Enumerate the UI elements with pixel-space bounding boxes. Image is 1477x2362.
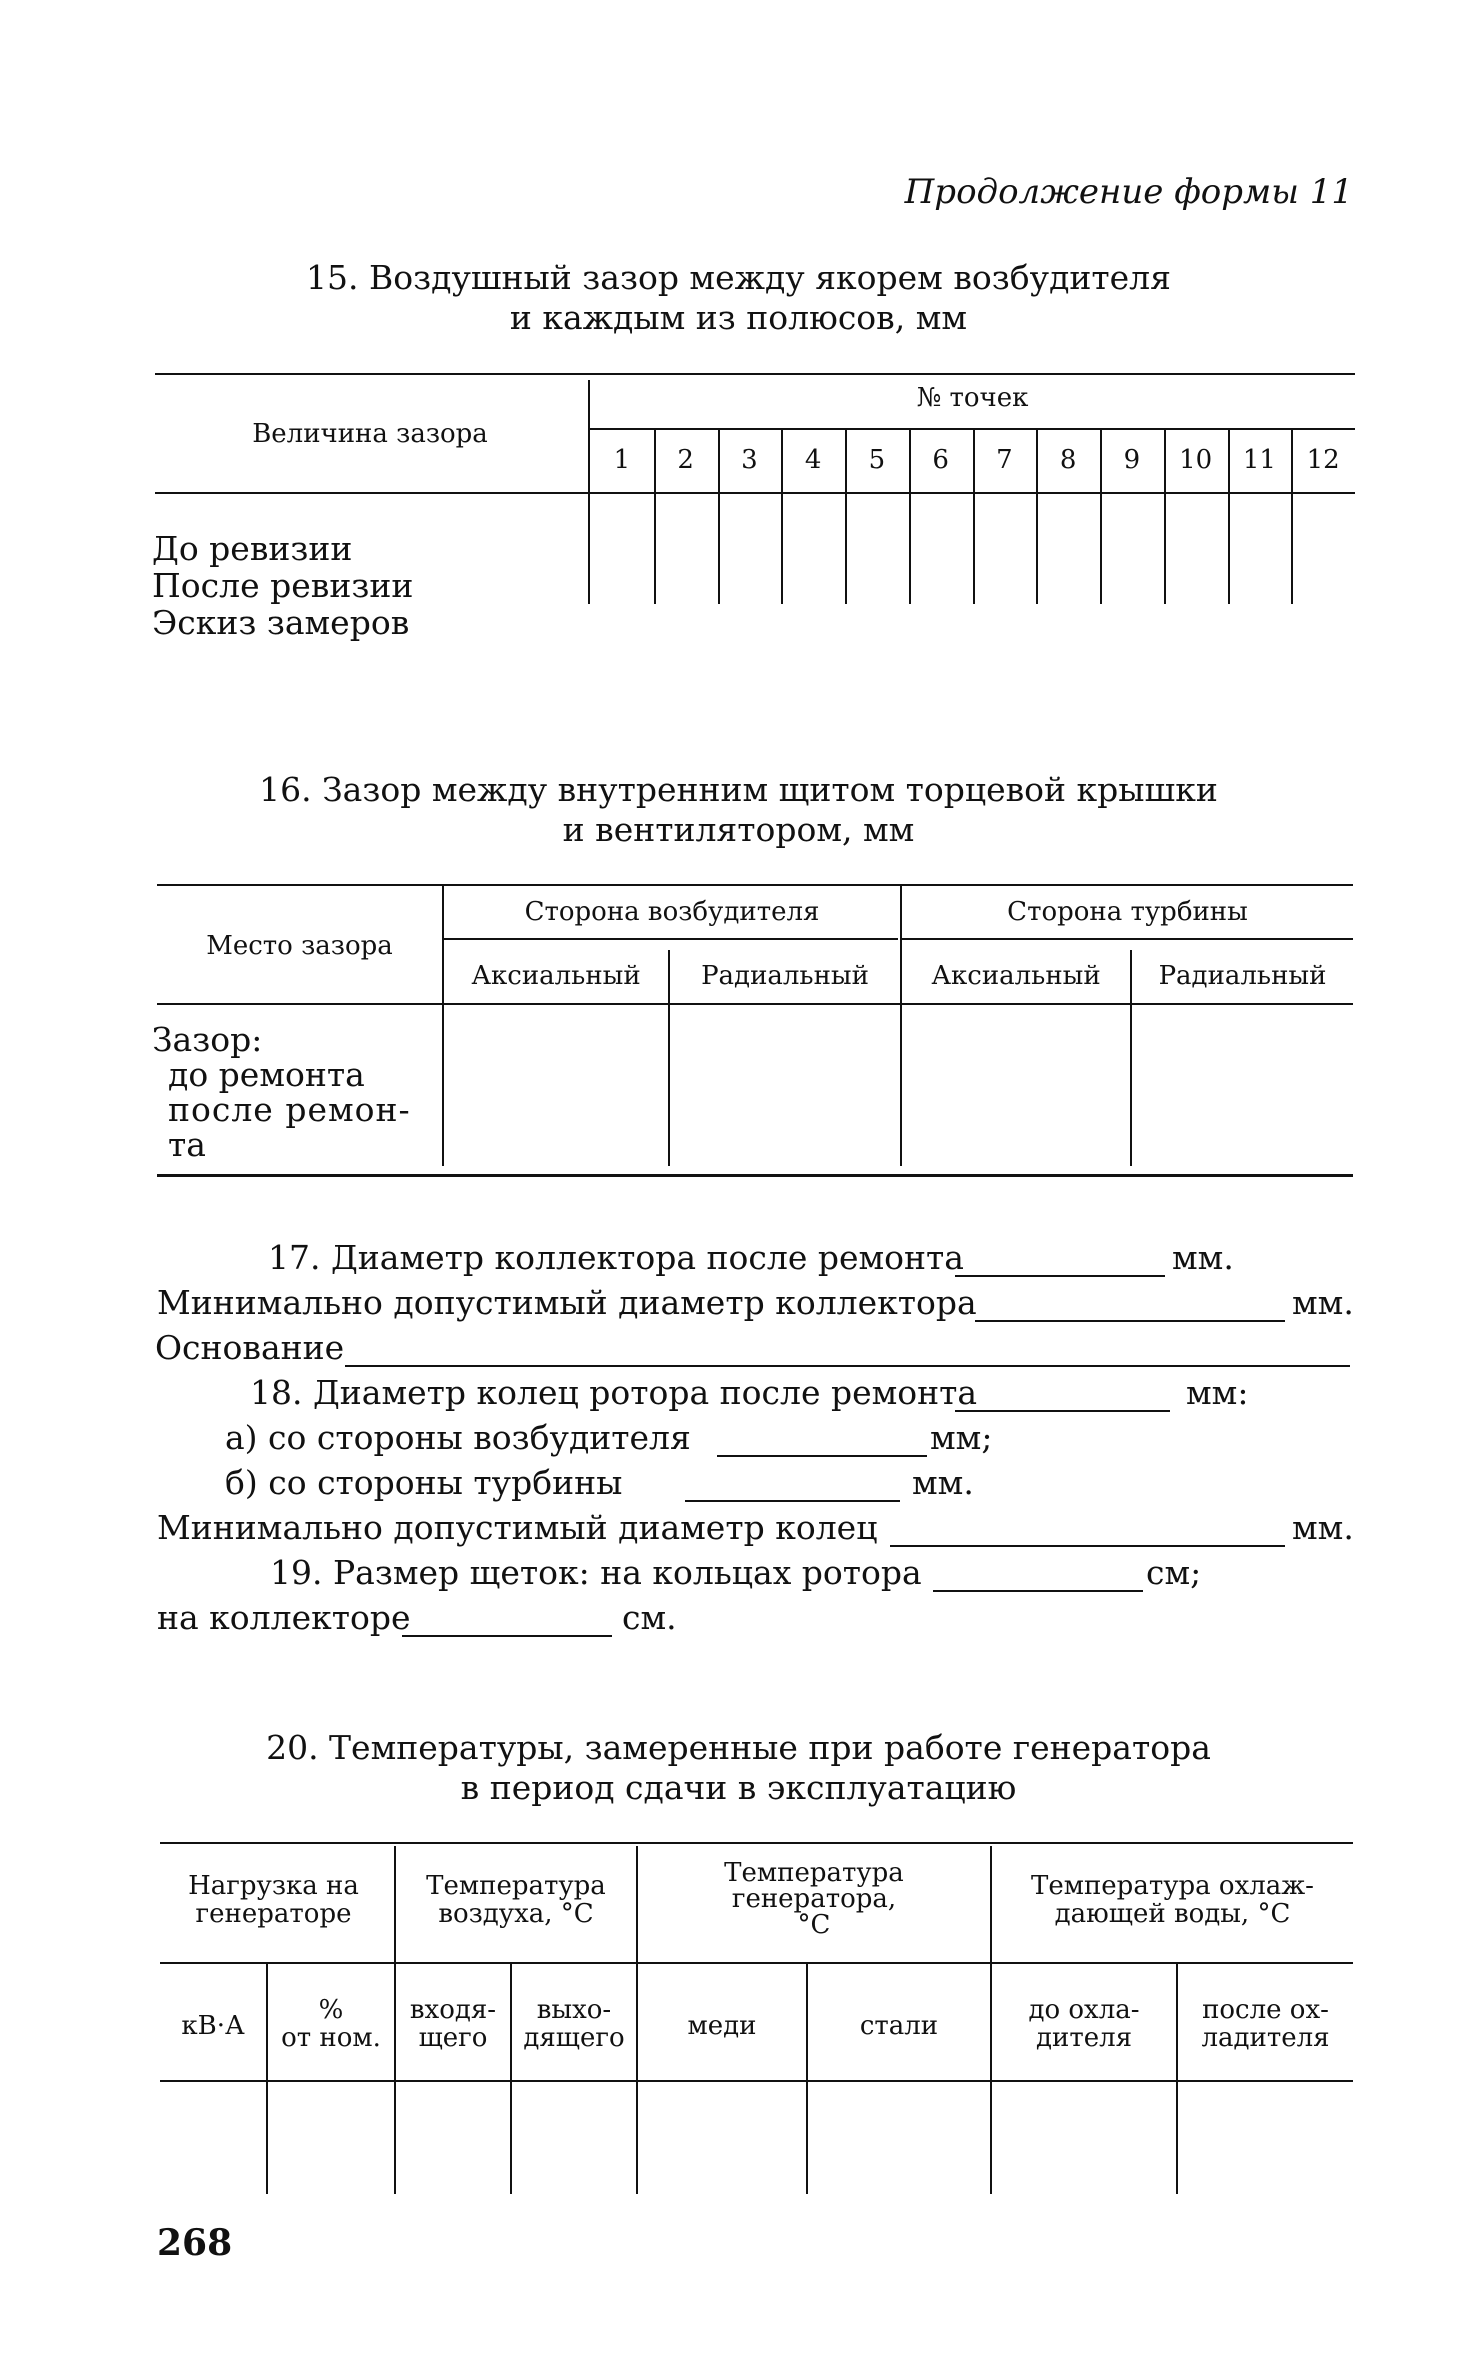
gap-before-repair: до ремонта: [168, 1055, 365, 1094]
exciter-radial: Радиальный: [701, 961, 869, 991]
rings-diameter-label: 18. Диаметр колец ротора после ремонта: [250, 1373, 978, 1412]
air-temp-header-1: Температура: [426, 1871, 606, 1901]
point-number: 11: [1242, 445, 1276, 475]
point-divider: [909, 428, 911, 604]
after-cooler-header-2: ладителя: [1201, 2023, 1330, 2053]
gap-label: Зазор:: [152, 1020, 263, 1059]
brush-rings-field[interactable]: [933, 1590, 1143, 1592]
point-divider: [1228, 428, 1230, 604]
point-divider: [781, 428, 783, 604]
row-before-revision: До ревизии: [152, 529, 353, 568]
exciter-side-field[interactable]: [717, 1455, 927, 1457]
point-number: 12: [1306, 445, 1340, 475]
collector-diameter-field[interactable]: [955, 1275, 1165, 1277]
point-divider: [654, 428, 656, 604]
load-header-2: генераторе: [195, 1899, 352, 1929]
pct-header-1: %: [318, 1995, 344, 2025]
row-after-revision: После ревизии: [152, 566, 414, 605]
water-temp-header-1: Температура охлаж-: [1031, 1871, 1314, 1901]
outgoing-header: [512, 1996, 636, 2052]
point-number: 4: [804, 445, 822, 475]
rings-diameter-field[interactable]: [955, 1410, 1170, 1412]
point-divider: [1036, 428, 1038, 604]
exciter-side-label: а) со стороны возбудителя: [225, 1418, 691, 1457]
collector-min-field[interactable]: [975, 1320, 1285, 1322]
point-number: 9: [1123, 445, 1141, 475]
unit-mm: мм.: [1292, 1508, 1354, 1547]
after-cooler-header: [1178, 1996, 1353, 2052]
section16-row-labels: [152, 1022, 411, 1162]
continuation-header: Продолжение формы 11: [904, 172, 1353, 212]
pct-header: [268, 1996, 394, 2052]
unit-mm-colon: мм:: [1186, 1373, 1249, 1412]
exciter-axial: Аксиальный: [471, 961, 641, 991]
unit-mm: мм.: [1172, 1238, 1234, 1277]
gen-temp-header: [638, 1860, 990, 1938]
section15-points-grid: [590, 428, 1355, 604]
incoming-header-1: входя-: [409, 1995, 497, 2025]
section15-title-line1: 15. Воздушный зазор между якорем возбудителя: [306, 258, 1171, 297]
gen-temp-header-3: °С: [797, 1910, 831, 1940]
basis-field[interactable]: [345, 1365, 1350, 1367]
unit-mm: мм.: [912, 1463, 974, 1502]
before-cooler-header-1: до охла-: [1028, 1995, 1140, 2025]
section15-title: [150, 258, 1327, 338]
point-divider: [1100, 428, 1102, 604]
water-temp-header: [992, 1872, 1353, 1928]
rings-min-field[interactable]: [890, 1545, 1285, 1547]
load-header: [155, 1872, 392, 1928]
air-temp-header: [396, 1872, 636, 1928]
incoming-header: [396, 1996, 510, 2052]
kva-header: кВ·А: [181, 2011, 245, 2041]
section16-col-label: Место зазора: [206, 931, 393, 961]
gen-temp-header-1: Температура: [724, 1858, 904, 1888]
row-sketch: Эскиз замеров: [152, 603, 410, 642]
before-cooler-header-2: дителя: [1035, 2023, 1133, 2053]
section15-rows: [152, 530, 413, 641]
point-divider: [718, 428, 720, 604]
water-temp-header-2: дающей воды, °С: [1054, 1899, 1291, 1929]
section15-col-label: Величина зазора: [252, 419, 488, 449]
after-cooler-header-1: после ох-: [1202, 1995, 1329, 2025]
gap-after-repair-2: та: [168, 1125, 206, 1164]
incoming-header-2: щего: [418, 2023, 488, 2053]
section20-title-line2: в период сдачи в эксплуатацию: [460, 1768, 1017, 1807]
section20-title: [150, 1728, 1327, 1808]
outgoing-header-2: дящего: [523, 2023, 625, 2053]
steel-header: стали: [859, 2011, 939, 2041]
gen-temp-header-2: генератора,: [731, 1884, 897, 1914]
before-cooler-header: [992, 1996, 1176, 2052]
basis-label: Основание: [155, 1328, 345, 1367]
unit-cm-semi: см;: [1146, 1553, 1202, 1592]
page-number: 268: [157, 2222, 233, 2264]
section15-points-header: № точек: [916, 383, 1029, 413]
air-temp-header-2: воздуха, °С: [438, 1899, 594, 1929]
point-number: 6: [932, 445, 949, 475]
load-header-1: Нагрузка на: [188, 1871, 359, 1901]
collector-min-label: Минимально допустимый диаметр коллектора: [157, 1283, 977, 1322]
collector-diameter-label: 17. Диаметр коллектора после ремонта: [268, 1238, 964, 1277]
turbine-side-label: б) со стороны турбины: [225, 1463, 623, 1502]
point-divider: [1291, 428, 1293, 604]
outgoing-header-1: выхо-: [536, 1995, 612, 2025]
point-number: 1: [613, 445, 631, 475]
turbine-side-field[interactable]: [685, 1500, 900, 1502]
turbine-radial: Радиальный: [1158, 961, 1327, 991]
point-number: 10: [1179, 445, 1213, 475]
brush-collector-label: на коллекторе: [157, 1598, 411, 1637]
brush-rings-label: 19. Размер щеток: на кольцах ротора: [270, 1553, 922, 1592]
unit-cm-dot: см.: [622, 1598, 677, 1637]
brush-collector-field[interactable]: [402, 1635, 612, 1637]
side-turbine: Сторона турбины: [1007, 897, 1248, 927]
unit-mm-semi: мм;: [930, 1418, 993, 1457]
section20-title-line1: 20. Температуры, замеренные при работе генератора: [266, 1728, 1211, 1767]
point-number: 2: [677, 445, 694, 475]
unit-mm: мм.: [1292, 1283, 1354, 1322]
copper-header: меди: [687, 2011, 757, 2041]
point-number: 7: [996, 445, 1013, 475]
point-divider: [845, 428, 847, 604]
point-number: 8: [1059, 445, 1077, 475]
section16-title-line2: и вентилятором, мм: [562, 810, 915, 849]
section16-title: [150, 770, 1327, 850]
point-divider: [973, 428, 975, 604]
rings-min-label: Минимально допустимый диаметр колец: [157, 1508, 878, 1547]
point-divider: [1164, 428, 1166, 604]
side-exciter: Сторона возбудителя: [524, 897, 820, 927]
gap-after-repair-1: после ремон-: [168, 1090, 411, 1129]
section15-title-line2: и каждым из полюсов, мм: [509, 298, 968, 337]
turbine-axial: Аксиальный: [931, 961, 1101, 991]
point-number: 3: [741, 445, 758, 475]
section16-title-line1: 16. Зазор между внутренним щитом торцевой крышки: [259, 770, 1218, 809]
point-number: 5: [868, 445, 886, 475]
pct-header-2: от ном.: [281, 2023, 381, 2053]
